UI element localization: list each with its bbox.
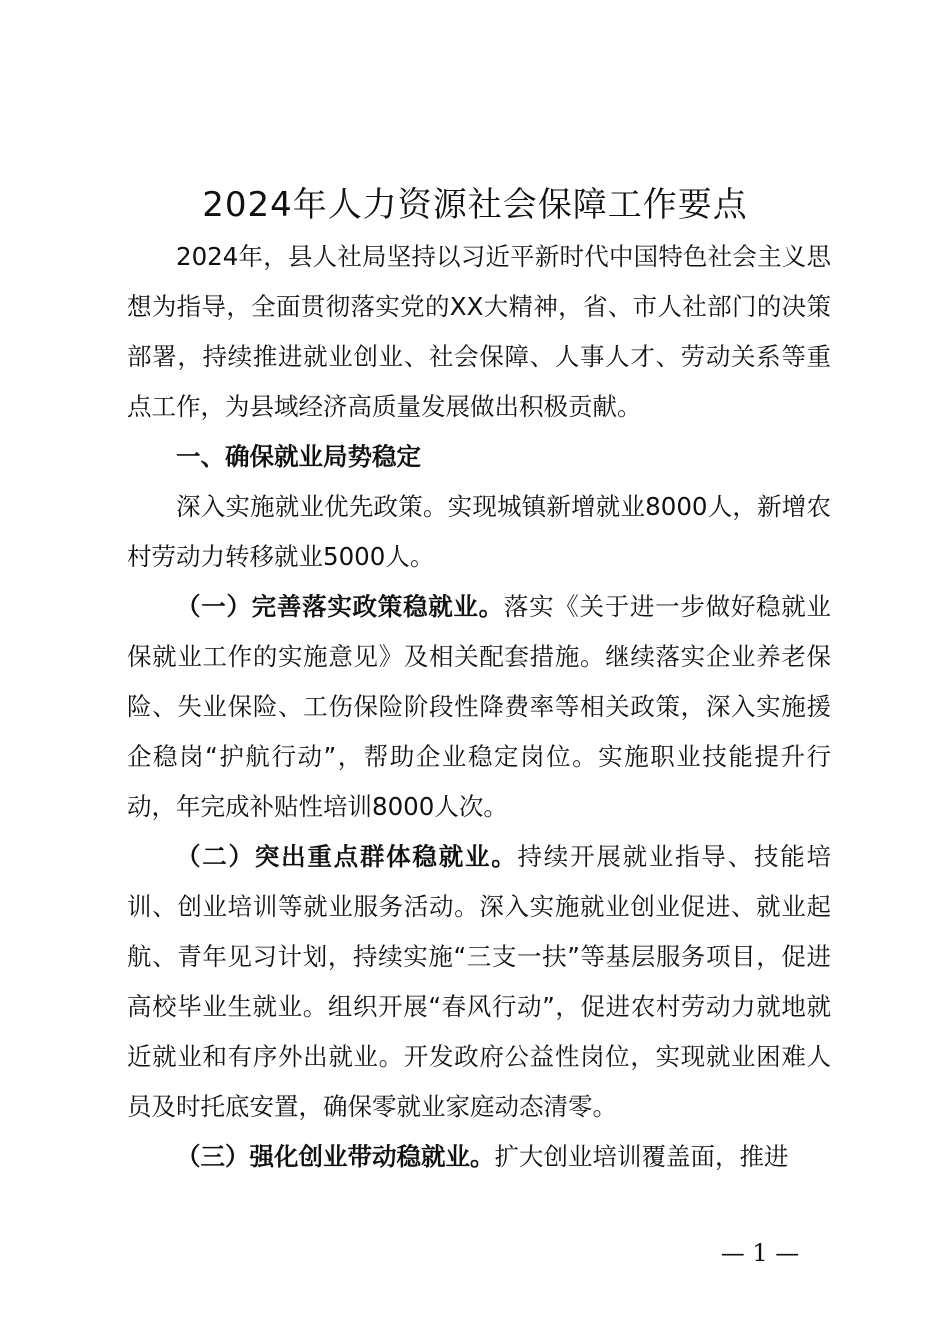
item-lead-1: （一）完善落实政策稳就业。 [176,592,504,621]
item-paragraph-3 [127,1132,831,1182]
section-heading: 一、确保就业局势稳定 [176,442,421,471]
item-lead-3: （三）强化创业带动稳就业。 [176,1142,495,1171]
item-text-1: 落实《关于进一步做好稳就业保就业工作的实施意见》及相关配套措施。继续落实企业养老保险、失业保险、工伤保险阶段性降费率等相关政策，深入实施援企稳岗“护航行动”，帮助企业稳定岗位。实施职业技能提升行动，年完成补贴性培训8000人次。 [127,592,831,821]
section-summary-paragraph: 深入实施就业优先政策。实现城镇新增就业8000人，新增农村劳动力转移就业5000人。 [127,492,831,571]
item-text-3: 扩大创业培训覆盖面，推进 [494,1142,789,1171]
item-paragraph-2 [127,832,831,1132]
document-body [127,232,831,1182]
item-text-2: 持续开展就业指导、技能培训、创业培训等就业服务活动。深入实施就业创业促进、就业起航、青年见习计划，持续实施“三支一扶”等基层服务项目，促进高校毕业生就业。组织开展“春风行动”，促进农村劳动力就地就近就业和有序外出就业。开发政府公益性岗位，实现就业困难人员及时托底安置，确保零就业家庭动态清零。 [127,842,832,1121]
intro-paragraph: 2024年，县人社局坚持以习近平新时代中国特色社会主义思想为指导，全面贯彻落实党的XX大精神，省、市人社部门的决策部署，持续推进就业创业、社会保障、人事人才、劳动关系等重点工作，为县域经济高质量发展做出积极贡献。 [127,242,831,421]
item-lead-2: （二）突出重点群体稳就业。 [176,842,518,871]
document-title: 2024年人力资源社会保障工作要点 [202,185,748,225]
item-paragraph-1 [127,582,831,832]
page-number: — 1 — [720,1239,800,1267]
